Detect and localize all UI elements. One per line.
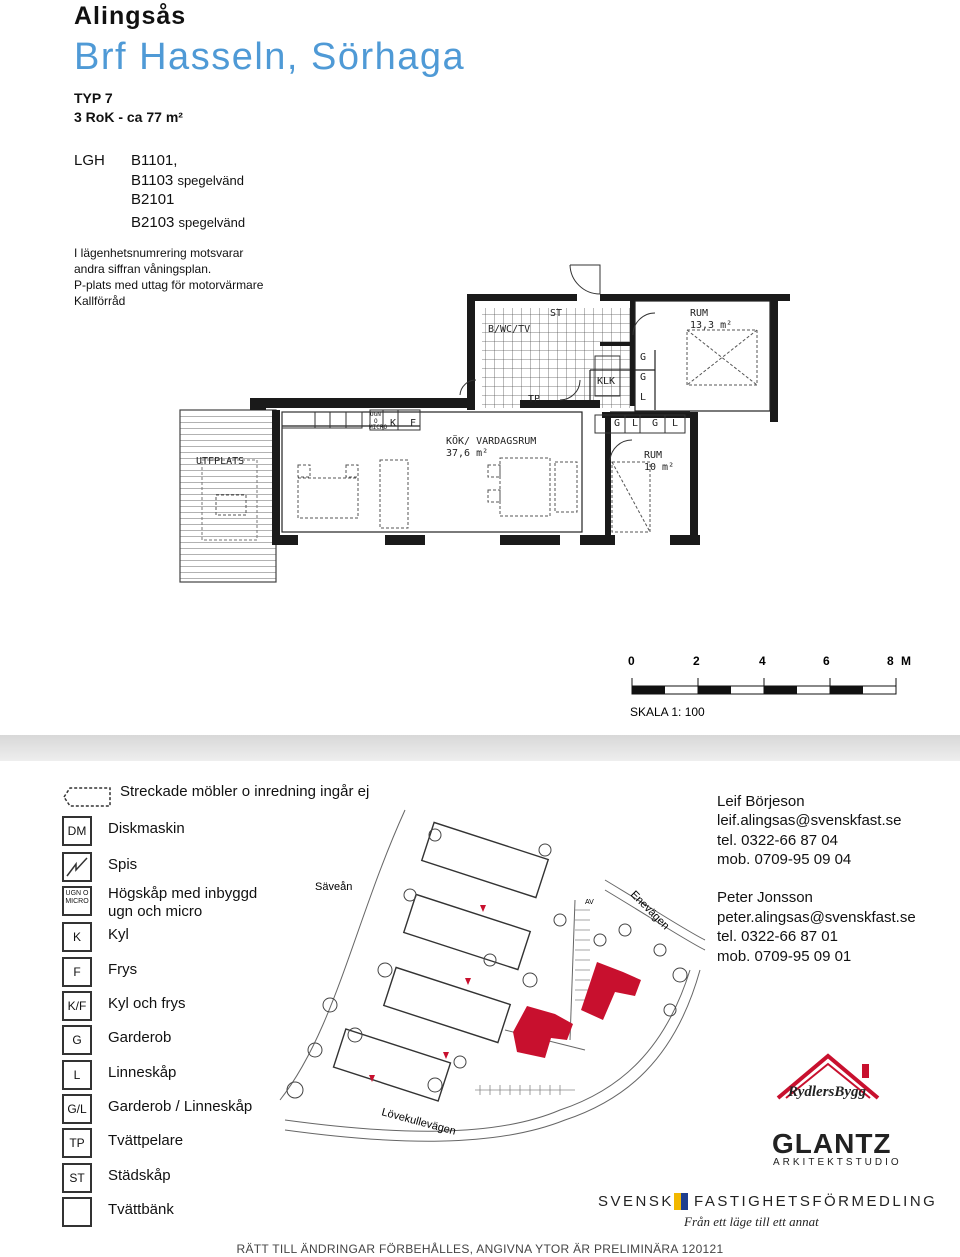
rydlers-bygg-logo (770, 1052, 900, 1108)
balcony-deck (180, 410, 276, 582)
furniture-dashed-icon (60, 784, 116, 812)
plan-label-g: G (640, 372, 647, 383)
svensk-fast-slogan: Från ett läge till ett annat (684, 1214, 819, 1229)
fridge-freezer-icon: K/F (62, 991, 92, 1021)
glantz-logo: GLANTZ (772, 1128, 892, 1159)
scale-tick: 8 (887, 654, 894, 668)
plan-label-klk: KLK (597, 376, 616, 387)
svensk-fast-logo-left: SVENSK (598, 1193, 674, 1210)
dishwasher-icon: DM (62, 816, 92, 846)
legend-heading: Streckade möbler o inredning ingår ej (120, 783, 370, 800)
scale-label: SKALA 1: 100 (630, 705, 705, 719)
legend-text: Spis (108, 856, 138, 873)
plan-label-l: L (640, 392, 647, 403)
plan-label-l: L (632, 418, 639, 429)
plan-label-ugn-o: O (374, 418, 378, 425)
legend-text: Tvättpelare (108, 1132, 184, 1149)
legend-text: Garderob (108, 1029, 172, 1046)
plan-label-k: K (390, 418, 397, 429)
contact-mob: mob. 0709-95 09 01 (717, 948, 852, 965)
plan-label-tp: TP (528, 394, 541, 405)
lgh-label: LGH (74, 152, 105, 169)
map-label-lovekullevagen: Lövekullevägen (380, 1106, 458, 1138)
plan-label-l: L (672, 418, 679, 429)
plan-label-rum2-area: 10 m² (644, 462, 675, 473)
stove-icon (62, 852, 92, 882)
contact-tel: tel. 0322-66 87 01 (717, 928, 838, 945)
legend-text: Kyl och frys (108, 995, 186, 1012)
legend-text: Tvättbänk (108, 1201, 174, 1218)
note-line: Kallförråd (74, 294, 126, 308)
scale-tick: 0 (628, 654, 635, 668)
legend-text: Frys (108, 961, 138, 978)
apartment-type: TYP 7 (74, 90, 113, 106)
contact-email[interactable]: peter.alingsas@svenskfast.se (717, 909, 916, 926)
plan-label-f: F (410, 418, 417, 429)
note-line: andra siffran våningsplan. (74, 262, 212, 276)
legend-text: Städskåp (108, 1167, 171, 1184)
bathroom-tiles (482, 308, 630, 408)
svensk-fast-flag-icon (674, 1193, 688, 1210)
site-map (275, 800, 715, 1150)
scale-tick: 6 (823, 654, 830, 668)
svg-text:RydlersBygg: RydlersBygg (788, 1084, 867, 1100)
plan-label-g: G (652, 418, 659, 429)
lgh-item: B2103 spegelvänd (131, 214, 246, 231)
wardrobe-linen-icon: G/L (62, 1094, 92, 1124)
linen-closet-icon: L (62, 1060, 92, 1090)
city-name: Alingsås (74, 2, 187, 30)
laundry-tower-icon: TP (62, 1128, 92, 1158)
contact-email[interactable]: leif.alingsas@svenskfast.se (717, 812, 902, 829)
legend-text: Kyl (108, 926, 129, 943)
plan-label-rum2: RUM (644, 450, 663, 461)
plan-label-kok: KÖK/ VARDAGSRUM (446, 436, 537, 447)
cleaning-closet-icon: ST (62, 1163, 92, 1193)
map-label-av: AV (585, 899, 594, 906)
note-line: P-plats med uttag för motorvärmare (74, 278, 264, 292)
scale-tick: 2 (693, 654, 700, 668)
svensk-fast-logo-right: FASTIGHETSFÖRMEDLING (694, 1193, 938, 1210)
lgh-item: B1101, (131, 152, 178, 169)
wardrobe-icon: G (62, 1025, 92, 1055)
contact-name: Leif Börjeson (717, 793, 805, 810)
plan-label-kok-area: 37,6 m² (446, 448, 489, 459)
plan-label-utfplats: UTFPLATS (196, 456, 245, 467)
apartment-size: 3 RoK - ca 77 m² (74, 109, 183, 125)
plan-label-g: G (640, 352, 647, 363)
contact-name: Peter Jonsson (717, 889, 813, 906)
laundry-bench-icon (62, 1197, 92, 1227)
floor-plan (170, 260, 790, 590)
plan-label-g: G (614, 418, 621, 429)
map-label-saveaan: Säveån (315, 881, 353, 893)
lgh-item: B1103 spegelvänd (131, 172, 244, 189)
freezer-icon: F (62, 957, 92, 987)
plan-label-rum1-area: 13,3 m² (690, 320, 733, 331)
scale-tick: 4 (759, 654, 766, 668)
contact-tel: tel. 0322-66 87 04 (717, 832, 838, 849)
lgh-item: B2101 (131, 191, 175, 208)
project-title: Brf Hasseln, Sörhaga (74, 36, 466, 78)
legend-text: Diskmaskin (108, 820, 185, 837)
contact-mob: mob. 0709-95 09 04 (717, 851, 852, 868)
plan-label-ugn: UGN (370, 411, 381, 418)
glantz-subtitle: ARKITEKTSTUDIO (773, 1157, 902, 1168)
legend-text: Garderob / Linneskåp (108, 1098, 253, 1115)
plan-label-st: ST (550, 308, 563, 319)
plan-label-rum1: RUM (690, 308, 709, 319)
section-divider (0, 735, 960, 761)
legend-text: Högskåp med inbyggd ugn och micro (108, 885, 258, 920)
footer-disclaimer: RÄTT TILL ÄNDRINGAR FÖRBEHÅLLES, ANGIVNA YTOR ÄR PRELIMINÄRA 120121 (236, 1242, 724, 1256)
scale-unit: M (901, 654, 911, 668)
legend-text: Linneskåp (108, 1064, 177, 1081)
oven-micro-icon: UGN O MICRO (62, 886, 92, 916)
plan-label-bwc: B/WC/TV (488, 324, 531, 335)
map-label-enevagen: Enevägen (627, 888, 672, 933)
fridge-icon: K (62, 922, 92, 952)
note-line: I lägenhetsnumrering motsvarar (74, 246, 244, 260)
plan-label-micro: MICRO (369, 424, 388, 431)
scale-bar (620, 648, 920, 726)
